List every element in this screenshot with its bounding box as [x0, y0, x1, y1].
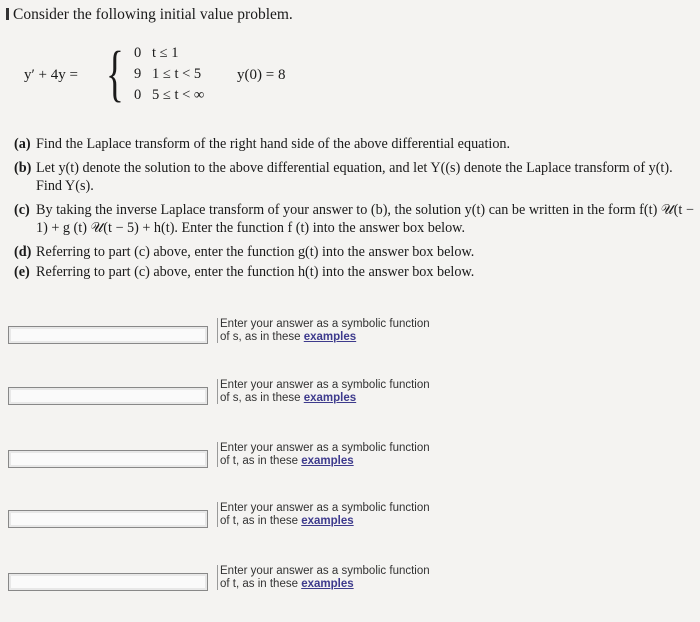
piecewise-case — [134, 45, 179, 62]
answer-hint — [217, 502, 440, 527]
answer-input-c[interactable] — [8, 450, 208, 468]
part-label: (d) — [14, 244, 32, 260]
hint-text: Enter your answer as a symbolic function of s, as in these — [220, 318, 430, 343]
question-part-d — [14, 243, 694, 261]
case-value: 9 — [134, 66, 142, 82]
hint-text: Enter your answer as a symbolic function of t, as in these — [220, 502, 430, 527]
case-value: 0 — [134, 45, 142, 61]
margin-mark — [6, 8, 9, 20]
answer-hint — [217, 318, 440, 343]
part-text: Let y(t) denote the solution to the above differential equation, and let Y((s) denote the Laplace transform of y(t). Find Y(s). — [36, 160, 673, 194]
answer-row-d — [8, 502, 488, 558]
answer-row-e — [8, 565, 488, 621]
case-condition: 5 ≤ t < ∞ — [152, 87, 205, 103]
question-part-c — [14, 201, 694, 237]
answer-input-e[interactable] — [8, 573, 208, 591]
differential-equation — [24, 40, 344, 110]
piecewise-case — [134, 66, 201, 83]
examples-link[interactable]: examples — [301, 577, 354, 590]
examples-link[interactable]: examples — [301, 514, 354, 527]
case-condition: t ≤ 1 — [152, 45, 179, 61]
examples-link[interactable]: examples — [303, 330, 357, 343]
answer-row-a — [8, 318, 488, 374]
part-label: (e) — [14, 264, 30, 280]
part-label: (b) — [14, 160, 32, 176]
examples-link[interactable]: examples — [301, 454, 354, 467]
answer-row-b — [8, 379, 488, 435]
examples-link[interactable]: examples — [303, 391, 357, 404]
intro-text: Consider the following initial value problem. — [13, 6, 293, 23]
answer-row-c — [8, 442, 488, 498]
hint-text: Enter your answer as a symbolic function of t, as in these — [220, 442, 430, 467]
equation-lhs: y′ + 4y = — [24, 67, 78, 83]
question-part-a — [14, 135, 694, 153]
answer-hint — [217, 379, 440, 404]
answer-hint — [217, 565, 440, 590]
answer-input-a[interactable] — [8, 326, 208, 344]
initial-condition: y(0) = 8 — [237, 67, 286, 83]
question-parts — [14, 135, 694, 287]
part-label: (a) — [14, 136, 31, 152]
piecewise-brace: { — [106, 40, 124, 108]
question-part-e — [14, 263, 694, 281]
question-part-b — [14, 159, 694, 195]
part-text: Referring to part (c) above, enter the function h(t) into the answer box below. — [36, 264, 475, 280]
problem-intro — [6, 6, 293, 24]
part-text: Find the Laplace transform of the right hand side of the above differential equation. — [36, 136, 511, 152]
answer-input-d[interactable] — [8, 510, 208, 528]
hint-text: Enter your answer as a symbolic function of s, as in these — [220, 379, 430, 404]
answer-input-b[interactable] — [8, 387, 208, 405]
part-text: Referring to part (c) above, enter the function g(t) into the answer box below. — [36, 244, 475, 260]
answer-hint — [217, 442, 440, 467]
part-label: (c) — [14, 202, 30, 218]
hint-text: Enter your answer as a symbolic function of t, as in these — [220, 565, 430, 590]
piecewise-case — [134, 87, 204, 104]
case-condition: 1 ≤ t < 5 — [152, 66, 202, 82]
case-value: 0 — [134, 87, 142, 103]
part-text: By taking the inverse Laplace transform of your answer to (b), the solution y(t) can be written in the form f(t) 𝒰(t − 1) + g (t) 𝒰(t − 5) + h(t). Enter the function f (t) into the answer box below. — [36, 202, 694, 236]
